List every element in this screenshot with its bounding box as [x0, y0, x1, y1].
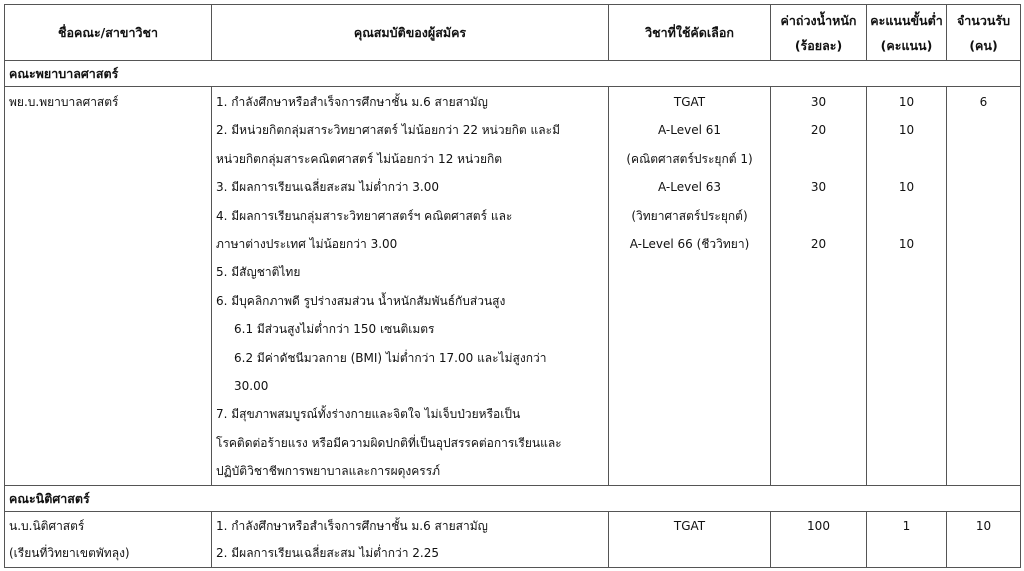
header-weight [771, 5, 867, 61]
qualification-line: 30.00 [234, 378, 269, 393]
table-row-nursing [5, 87, 1021, 486]
weight-value: 30 [810, 95, 827, 109]
header-min-score-line2: (คะแนน) [880, 38, 933, 53]
qualification-line: 7. มีสุขภาพสมบูรณ์ทั้งร่างกายและจิตใจ ไม่เจ็บป่วยหรือเป็น [216, 407, 521, 422]
subject-line: (คณิตศาสตร์ประยุกต์ 1) [626, 151, 753, 166]
min-score-value: 10 [898, 180, 915, 195]
qualification-line: 1. กำลังศึกษาหรือสำเร็จการศึกษาชั้น ม.6 สายสามัญ [216, 519, 488, 534]
subject-line: (วิทยาศาสตร์ประยุกต์) [631, 208, 748, 223]
weight-value: 100 [807, 519, 830, 534]
min-score-value: 10 [898, 236, 915, 251]
header-seats-line2: (คน) [969, 38, 998, 53]
qualification-line: 5. มีสัญชาติไทย [216, 265, 301, 280]
program-name-nursing [5, 87, 212, 486]
qualifications-law [212, 512, 609, 568]
qualification-line: ภาษาต่างประเทศ ไม่น้อยกว่า 3.00 [216, 236, 398, 251]
qualification-line: หน่วยกิตกลุ่มสาระคณิตศาสตร์ ไม่น้อยกว่า 12 หน่วยกิต [216, 151, 503, 166]
weight-value: 20 [810, 123, 827, 138]
min-score-value: 10 [898, 123, 915, 138]
subject-line: A-Level 63 [657, 180, 722, 195]
program-campus: (เรียนที่วิทยาเขตพัทลุง) [9, 546, 130, 561]
program-name: น.บ.นิติศาสตร์ [9, 519, 85, 534]
qualification-line: 4. มีผลการเรียนกลุ่มสาระวิทยาศาสตร์ฯ คณิตศาสตร์ และ [216, 208, 513, 223]
program-name-law [5, 512, 212, 568]
qualification-line: โรคติดต่อร้ายแรง หรือมีความผิดปกติที่เป็นอุปสรรคต่อการเรียนและ [216, 435, 562, 450]
header-min-score-line1: คะแนนขั้นต่ำ [870, 13, 943, 28]
header-subjects: วิชาที่ใช้คัดเลือก [609, 5, 771, 61]
min-scores-law [867, 512, 947, 568]
header-weight-line2: (ร้อยละ) [794, 38, 843, 53]
subject-line: TGAT [673, 519, 706, 534]
header-seats-line1: จำนวนรับ [956, 13, 1011, 28]
qualification-line: 3. มีผลการเรียนเฉลี่ยสะสม ไม่ต่ำกว่า 3.00 [216, 180, 440, 195]
weights-nursing [771, 87, 867, 486]
subject-line: TGAT [673, 95, 706, 109]
seats-nursing [947, 87, 1021, 486]
header-row [5, 5, 1021, 61]
header-seats [947, 5, 1021, 61]
min-score-value [867, 202, 946, 230]
min-scores-nursing [867, 87, 947, 486]
subjects-nursing [609, 87, 771, 486]
section-title-law: คณะนิติศาสตร์ [5, 486, 1021, 512]
min-score-value [867, 145, 946, 173]
qualification-line: 6.2 มีค่าดัชนีมวลกาย (BMI) ไม่ต่ำกว่า 17.00 และไม่สูงกว่า [234, 350, 547, 365]
qualification-line: ปฏิบัติวิชาชีพการพยาบาลและการผดุงครรภ์ [216, 464, 441, 479]
header-min-score [867, 5, 947, 61]
program-name: พย.บ.พยาบาลศาสตร์ [9, 95, 119, 109]
weight-value: 20 [810, 236, 827, 251]
section-row-nursing [5, 61, 1021, 87]
qualification-line: 2. มีผลการเรียนเฉลี่ยสะสม ไม่ต่ำกว่า 2.25 [216, 546, 440, 561]
qualification-line: 6.1 มีส่วนสูงไม่ต่ำกว่า 150 เซนติเมตร [234, 322, 435, 337]
subject-line: A-Level 66 (ชีววิทยา) [629, 236, 750, 251]
seats-value: 10 [975, 519, 992, 534]
weight-value: 30 [810, 180, 827, 195]
section-title-nursing: คณะพยาบาลศาสตร์ [5, 61, 1021, 87]
weights-law [771, 512, 867, 568]
qualification-line: 1. กำลังศึกษาหรือสำเร็จการศึกษาชั้น ม.6 สายสามัญ [216, 95, 488, 109]
weight-value [771, 202, 866, 230]
header-weight-line1: ค่าถ่วงน้ำหนัก [780, 13, 857, 28]
qualification-line: 6. มีบุคลิกภาพดี รูปร่างสมส่วน น้ำหนักสัมพันธ์กับส่วนสูง [216, 293, 506, 308]
weight-value [771, 145, 866, 173]
min-score-value: 10 [898, 95, 915, 109]
admission-table [4, 4, 1021, 568]
section-row-law [5, 486, 1021, 512]
subject-line: A-Level 61 [657, 123, 722, 138]
qualifications-nursing [212, 87, 609, 486]
header-qualifications: คุณสมบัติของผู้สมัคร [212, 5, 609, 61]
subjects-law [609, 512, 771, 568]
min-score-value: 1 [902, 519, 911, 534]
table-row-law [5, 512, 1021, 568]
seats-value: 6 [979, 95, 988, 109]
header-faculty-major: ชื่อคณะ/สาขาวิชา [5, 5, 212, 61]
seats-law [947, 512, 1021, 568]
qualification-line: 2. มีหน่วยกิตกลุ่มสาระวิทยาศาสตร์ ไม่น้อยกว่า 22 หน่วยกิต และมี [216, 123, 560, 138]
